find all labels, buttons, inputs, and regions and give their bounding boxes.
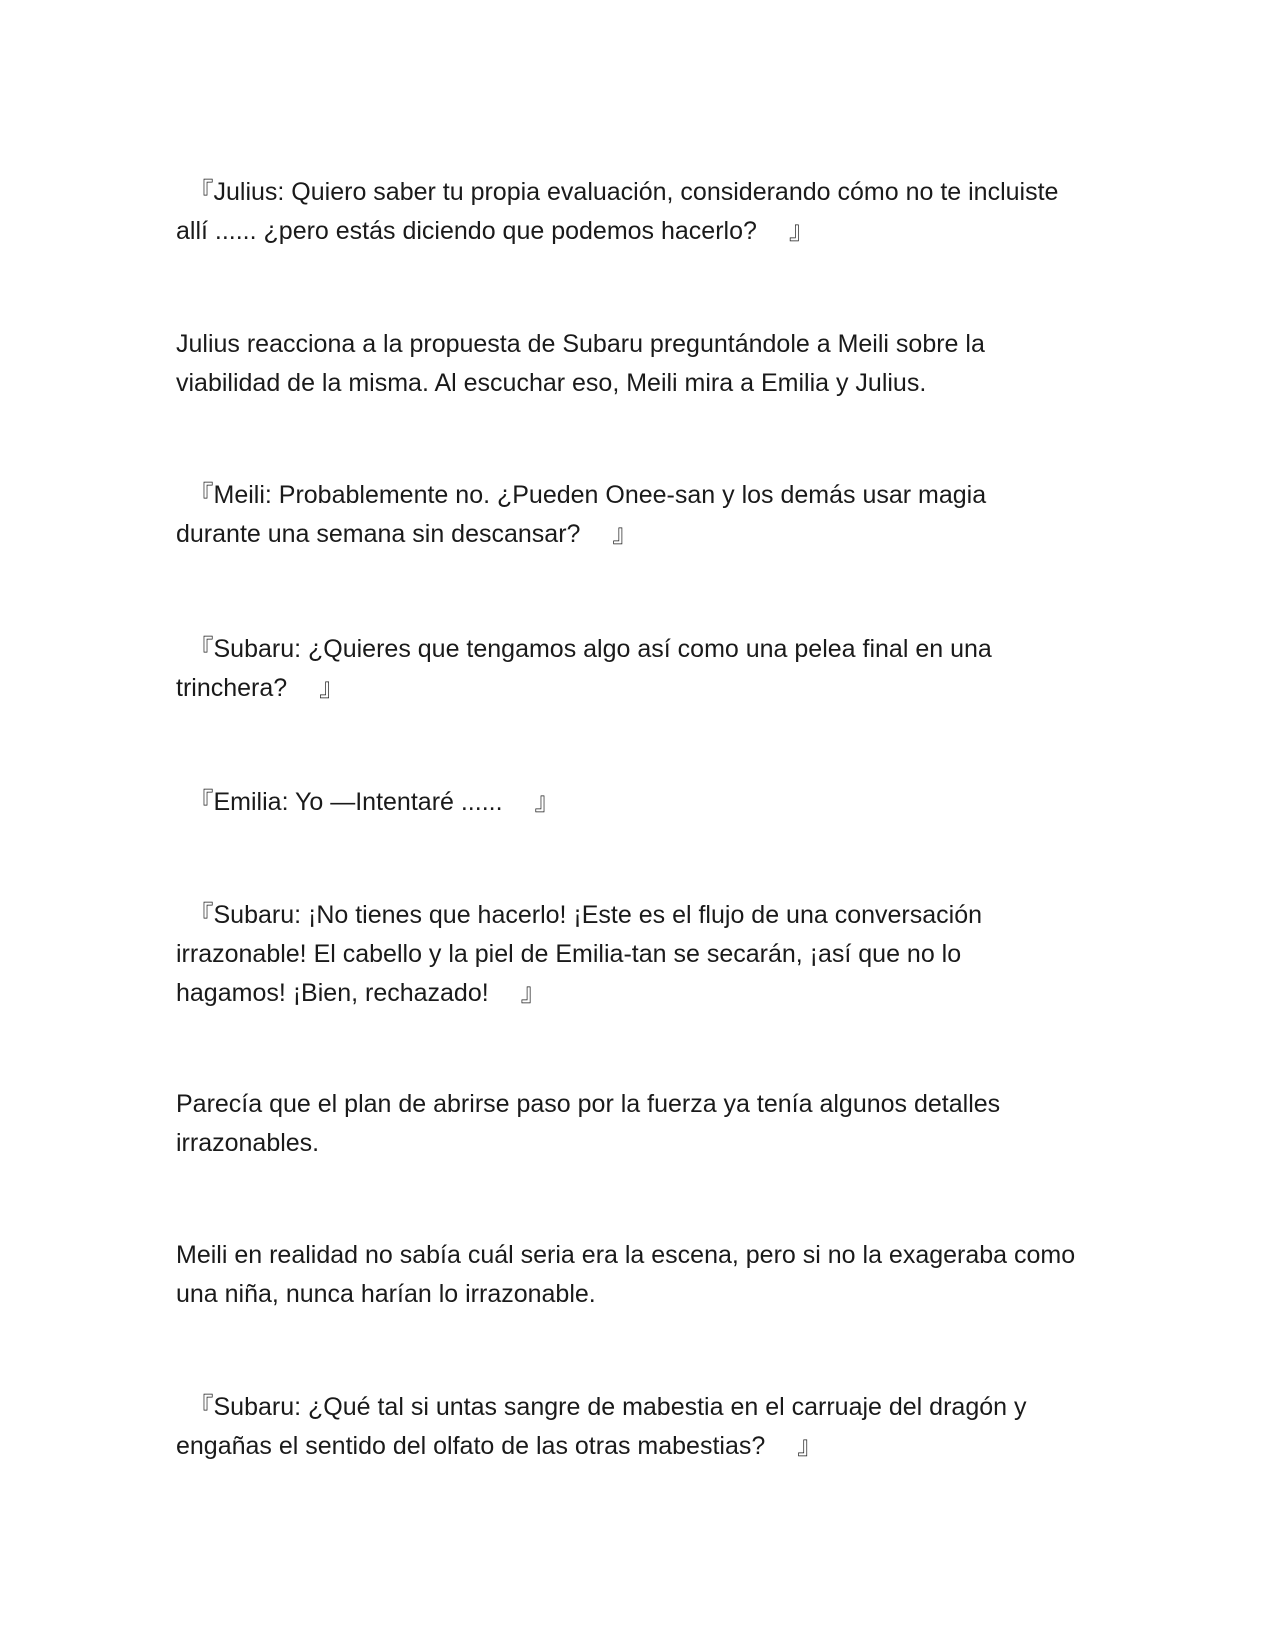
narration-julius-reaction: Julius reacciona a la propuesta de Subaru preguntándole a Meili sobre la viabilidad de la misma. Al escuchar eso, Meili mira a Emilia y Julius. [176, 330, 985, 397]
dialogue-emilia-try: 『Emilia: Yo —Intentaré ...... 』 [176, 788, 560, 816]
dialogue-subaru-blood: 『Subaru: ¿Qué tal si untas sangre de mabestia en el carruaje del dragón y engañas el sentido del olfato de las otras mabestias? 』 [176, 1393, 1027, 1460]
narration-plan-details: Parecía que el plan de abrirse paso por la fuerza ya tenía algunos detalles irrazonables. [176, 1090, 1001, 1157]
dialogue-subaru-rejected: 『Subaru: ¡No tienes que hacerlo! ¡Este es el flujo de una conversación irrazonable! El cabello y la piel de Emilia-tan se secarán, ¡así que no lo hagamos! ¡Bien, rechazado! 』 [176, 901, 983, 1007]
narration-meili-scene: Meili en realidad no sabía cuál seria era la escena, pero si no la exageraba como una niña, nunca harían lo irrazonable. [176, 1241, 1076, 1308]
dialogue-meili-magic: 『Meili: Probablemente no. ¿Pueden Onee-san y los demás usar magia durante una semana sin descansar? 』 [176, 481, 987, 548]
dialogue-subaru-trench: 『Subaru: ¿Quieres que tengamos algo así como una pelea final en una trinchera? 』 [176, 635, 992, 702]
dialogue-julius-evaluation: 『Julius: Quiero saber tu propia evaluación, considerando cómo no te incluiste allí ...... ¿pero estás diciendo que podemos hacerlo? 』 [176, 178, 1059, 245]
